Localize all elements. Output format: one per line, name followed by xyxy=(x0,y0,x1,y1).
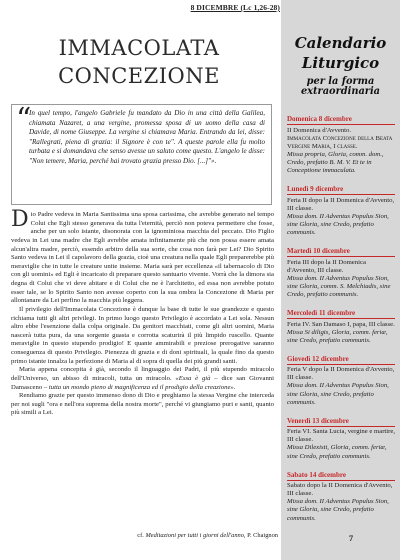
entry-day: Mercoledì 11 dicembre xyxy=(287,309,395,319)
source-prefix: cf. xyxy=(137,532,146,539)
entry-line: Feria VI. Santa Lucia, vergine e martire, III classe. xyxy=(287,428,396,444)
entry-text xyxy=(287,127,395,176)
source-citation xyxy=(78,532,278,539)
entry-text xyxy=(287,321,395,345)
quote-inline-2: tutta un mondo pieno di magnificenza ed il prodigio della creazione». xyxy=(48,383,236,391)
entry-day: Martedì 10 dicembre xyxy=(287,247,395,257)
date-reference: 8 DICEMBRE (Lc 1,26-28) xyxy=(190,3,280,12)
entry-day: Sabato 14 dicembre xyxy=(287,471,395,481)
calendar-entry xyxy=(287,115,395,175)
calendar-title-line2: Liturgico xyxy=(301,54,380,72)
quote-inline: «Essa è già xyxy=(175,374,211,382)
entry-line: Missa Si diligis, Gloria, comm. feriæ, sine Credo, prefatio communis. xyxy=(287,328,388,344)
body-paragraph-4: Rendiamo grazie per questo immenso dono di Dio e preghiamo la stessa Vergine che interceda per noi sugli "ora e nell'ora suprema della nostra morte", perché vi giungiamo puri e santi, quanto più simili a Lei. xyxy=(11,392,274,417)
calendar-entry xyxy=(287,247,395,299)
entry-line: Missa dom. II Adventus Populus Sion, sine Gloria, sine Credo, prefatio communis. xyxy=(287,498,389,522)
calendar-entry xyxy=(287,417,395,461)
page-title-line2: CONCEZIONE xyxy=(58,64,220,88)
calendar-entry xyxy=(287,471,395,523)
entry-line: Missa dom. II Adventus Populus Sion, sine Gloria, sine Credo, prefatio communis. xyxy=(287,382,389,406)
entry-line: Missa Dilexisti, Gloria, comm. feriæ, sine Credo, prefatio communis. xyxy=(287,444,387,460)
entry-text xyxy=(287,366,395,406)
entry-line: Feria IV. San Damaso I, papa, III classe. xyxy=(287,320,395,328)
article-body xyxy=(11,207,274,418)
article-column xyxy=(8,0,280,560)
entry-day: Venerdì 13 dicembre xyxy=(287,417,395,427)
entry-line: Feria II dopo la II Domenica d'Avvento, III classe. xyxy=(287,196,395,212)
body-paragraph-2: Il privilegio dell'Immacolata Concezione è dunque la base di tutte le sue grandezze e questo richiama tutti gli altri privilegi. In primo luogo questo Privilegio è accordato a Lei sola. Nessun altro ebbe l'esenzione dalla colpa originale. Da genitori macchiati, come gli altri uomini, Maria nascerà tutta pura, da una sorgente guasta e corrotta scaturirà il più limpido ruscello. Quante meraviglie in questo stupendo prodigio! E quante ammirabili e preziose prerogative saranno conseguenza di questo Privilegio. Pienezza di grazia e di doni spirituali, la quale fino da questo primo istante innalza la perfezione di Maria al di sopra di quella dei più grandi santi. xyxy=(11,305,274,365)
entry-day: Domenica 8 dicembre xyxy=(287,115,395,125)
gospel-quote-box xyxy=(11,104,272,205)
entry-text xyxy=(287,197,395,237)
calendar-entries xyxy=(287,115,395,533)
page-number: 7 xyxy=(349,534,354,543)
source-title: Meditazioni per tutti i giorni dell'anno xyxy=(145,532,244,539)
entry-line: Missa dom. II Adventus Populus Sion, sine Gloria, comm. S. Melchiadis, sine Credo, prefatio communis. xyxy=(287,274,391,298)
entry-line: Missa dom. II Adventus Populus Sion, sine Gloria, sine Credo, prefatio communis. xyxy=(287,212,389,236)
calendar-title-line1: Calendario xyxy=(294,34,387,52)
body-paragraph-3 xyxy=(11,366,274,392)
entry-line: Missa propria, Gloria, comm. dom., Credo, prefatio B. M. V. Et te in Conceptione immaculata. xyxy=(287,150,384,174)
gospel-quote-text: In quel tempo, l'angelo Gabriele fu mandato da Dio in una città della Galilea, chiamata Nazaret, a una vergine, promessa sposa di un uomo della casa di Davide, di nome Giuseppe. La vergine si chiamava Maria. Entrando da lei, disse: "Rallegrati, piena di grazia: il Signore è con te". A queste parole ella fu molto turbata e si domandava che senso avesse un saluto come questo. L'angelo le disse: "Non temere, Maria, perché hai trovato grazia presso Dio. [...]"». xyxy=(29,109,265,165)
entry-line: Sabato dopo la II Domenica d'Avvento, III classe. xyxy=(287,482,393,498)
page-title-line1: IMMACOLATA xyxy=(58,36,220,60)
drop-cap: D xyxy=(11,207,29,232)
calendar-entry xyxy=(287,185,395,237)
entry-day: Lunedì 9 dicembre xyxy=(287,185,395,195)
liturgical-calendar-sidebar xyxy=(281,0,400,560)
entry-text xyxy=(287,259,395,299)
entry-line: II Domenica d'Avvento. xyxy=(287,126,352,134)
entry-text xyxy=(287,428,395,460)
attribution-inline: – dice san Giovanni Damasceno – xyxy=(11,374,274,391)
calendar-title-line3: per la forma extraordinaria xyxy=(300,76,381,97)
source-author: , P. Chaignon xyxy=(243,532,278,539)
entry-line: Feria V dopo la II Domenica d'Avvento, III classe. xyxy=(287,366,395,382)
body-paragraph-1 xyxy=(11,207,274,306)
body-paragraph-1-text: io Padre vedeva in Maria Santissima una sposa carissima, che avrebbe generato nel tempo Colui che Egli stesso generava da tutta l'eternità, perciò non poteva permettere che fosse, anche per un solo istante, disonorata con la ignominiosa macchia del peccato. Dio Figlio vedeva in Lei una madre che Egli avrebbe amata infinitamente più che non possa essere amata alcun'altra madre, perciò, essendo arbitro della sua sorte, che cosa non farà per Lei? Dio Spirito Santo vedeva in Lei il capolavoro della grazia, cioè una creatura nella quale Egli preparerebbe più meraviglie che in tutte le creature unite insieme. Maria sarà per eccellenza «il tabernacolo di Dio con gli uomini» ed Egli è incaricato di preparare questo santuario vivente. Vorrà che la dimora sia degna di Colui che vi deve abitare e di Colui che ne è l'architetto, ed essa non avrebbe potuto esser tale, se lo Spirito Santo non avesse coperto con la sua ombra la Concezione di Maria per allontanare da Lei perfino la macchia più leggera. xyxy=(11,211,274,305)
body-paragraph-3-text: Maria appena concepita è già, secondo il linguaggio dei Padri, il più stupendo miracolo dell'Universo, un abisso di miracoli, tutta un miracolo. xyxy=(11,366,274,382)
open-quote-mark: “ xyxy=(16,102,32,137)
calendar-entry xyxy=(287,355,395,407)
entry-text xyxy=(287,482,395,522)
entry-line: Feria III dopo la II Domenica d'Avvento, III classe. xyxy=(287,258,366,274)
entry-day: Giovedì 12 dicembre xyxy=(287,355,395,365)
entry-line: Immacolata Concezione della Beata Vergine Maria, I classe. xyxy=(287,134,393,150)
calendar-entry xyxy=(287,309,395,345)
